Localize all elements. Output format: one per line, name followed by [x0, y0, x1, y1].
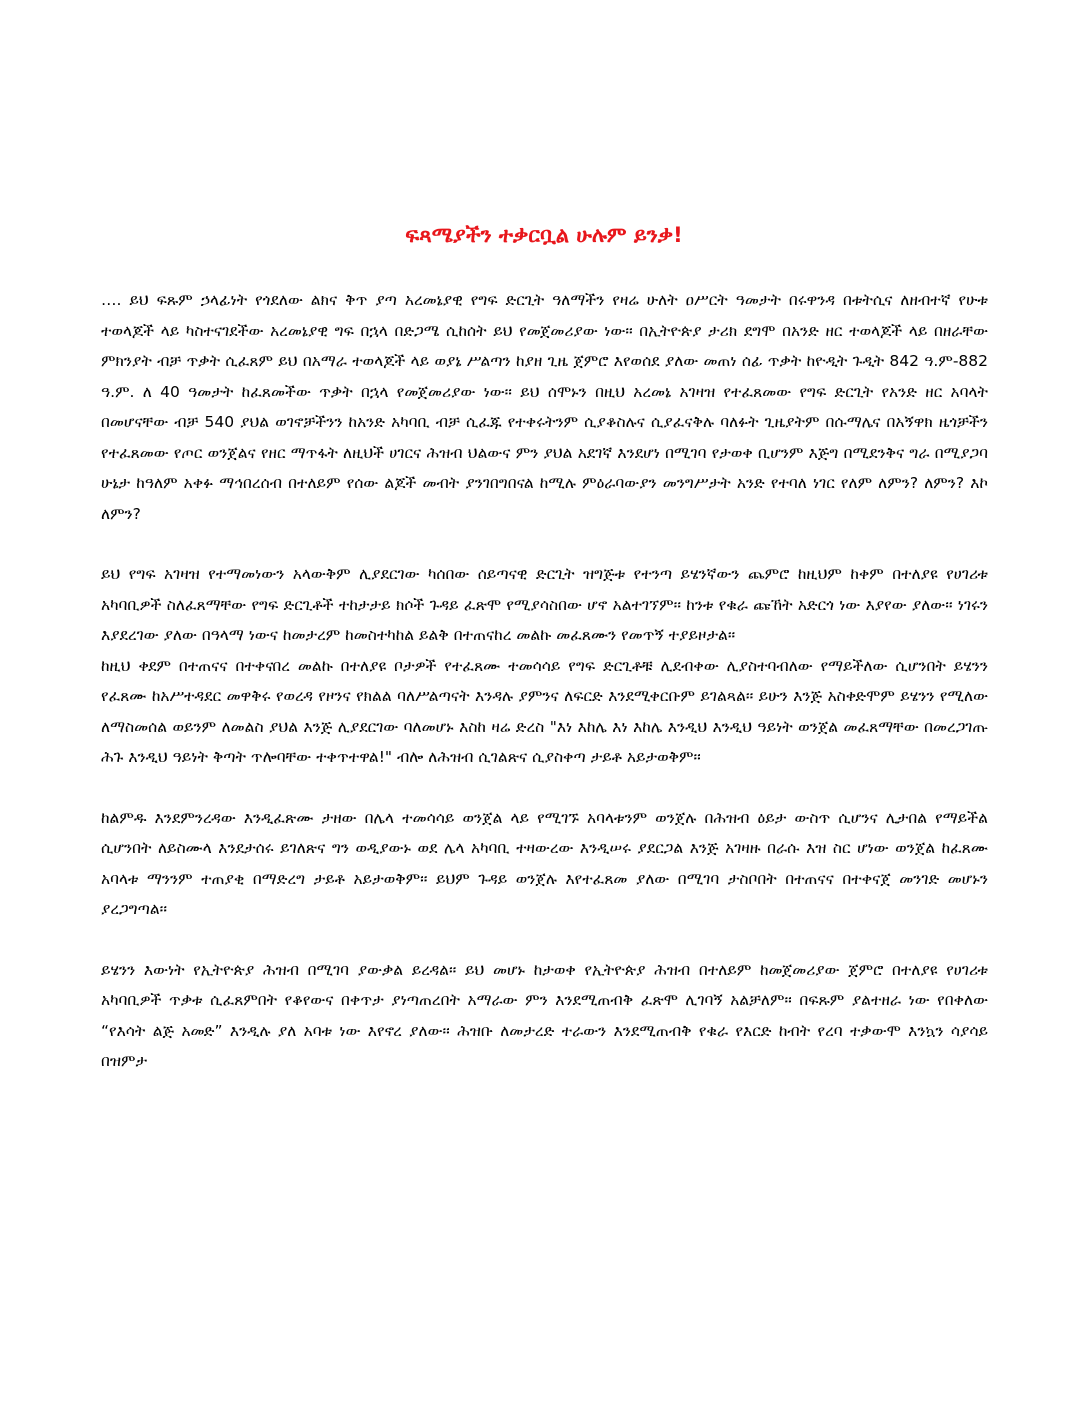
paragraph-1: …. ይህ ፍጹም ኃላፊነት የጎደለው ልክና ቅጥ ያጣ አረመኔያዊ የግፍ ድርጊት ዓለማችን የዛሬ ሁለት ዐሥርት ዓመታት በሩዋንዳ በቱትሲና ለዘብተኛ የሁቱ ተወላጆች ላይ ካስተናገደችው አረመኔያዊ ግፍ በኋላ በድጋሜ ሲከሰት ይህ የመጀመሪያው ነው፡፡ በኢትዮጵያ ታሪክ ደግሞ በአንድ ዘር ተወላጆች ላይ በዘራቸው ምክንያት ብቻ ጥቃት ሲፈጸም ይህ በአማራ ተወላጆች ላይ ወያኔ ሥልጣን ከያዘ ጊዜ ጀምሮ እየወሰደ ያለው መጠነ ሰፊ ጥቃት ከዮዲት ጉዲት 842 ዓ.ም-882 ዓ.ም. ለ 40 ዓመታት ከፈጸመችው ጥቃት በኋላ የመጀመሪያው ነው፡፡ ይህ ሰሞኑን በዚህ አረመኔ አገዛዝ የተፈጸመው የግፍ ድርጊት የአንድ ዘር አባላት በመሆናቸው ብቻ 540 ያህል ወገኖቻችንን ከአንድ አካባቢ ብቻ ሲፈጁ የተቀሩትንም ሲያቆስሉና ሲያፈናቅሉ ባለፉት ጊዜያትም በሱማሌና በአኝዋክ ዜጎቻችን የተፈጸመው የጦር ወንጀልና የዘር ማጥፋት ለዚህች ሀገርና ሕዝብ ህልውና ምን ያህል አደገኛ እንደሆነ በሚገባ የታወቀ ቢሆንም እጅግ በሚደንቅና ግራ በሚያጋባ ሁኔታ ከዓለም አቀፉ ማኅበረሰብ በተለይም የሰው ልጆች መብት ያንገበግበናል ከሚሉ ምዕራባውያን መንግሥታት አንድ የተባለ ነገር የለም ለምን? ለምን? እኮ ለምን? — [101, 291, 988, 523]
paragraph-3: ከዚህ ቀደም በተጠናና በተቀናበረ መልኩ በተለያዩ ቦታዎች የተፈጸሙ ተመሳሳይ የግፍ ድርጊቶቹ ሊደብቀው ሊያስተባብለው የማይችለው ሲሆንበት ይሄንን የፈጸሙ ከአሥተዳደር መዋቅሩ የወረዳ የዞንና የክልል ባለሥልጣናት እንዳሉ ያምንና ለፍርድ እንደሚቀርቡም ይገልጻል፡፡ ይሁን እንጅ አስቀድሞም ይሄንን የሚለው ለማስመሰል ወይንም ለመልስ ያህል እንጅ ሊያደርገው ባለመሆኑ እስከ ዛሬ ድረስ "እነ እከሌ እነ እከሌ እንዲህ እንዲህ ዓይነት ወንጀል መፈጸማቸው በመረጋገጡ ሕጉ እንዲህ ዓይነት ቅጣት ጥሎባቸው ተቀጥተዋል!" ብሎ ለሕዝብ ሲገልጽና ሲያስቀጣ ታይቶ አይታወቅም፡፡ — [101, 656, 988, 766]
document-title: ፍጻሜያችን ተቃርቧል ሁሉም ይንቃ! — [405, 223, 683, 247]
paragraph-5: ይሄንን እውነት የኢትዮጵያ ሕዝብ በሚገባ ያውቃል ይረዳል፡፡ ይህ መሆኑ ከታወቀ የኢትዮጵያ ሕዝብ በተለይም ከመጀመሪያው ጀምሮ በተለያዩ የሀገሪቱ አካባቢዎች ጥቃቱ ሲፈጸምበት የቆየውና በቀጥታ ያነጣጠረበት አማራው ምን እንደሚጠብቅ ፈጽሞ ሊገባኝ አልቻለም፡፡ በፍጹም ያልተዘራ ነው የበቀለው “የእሳት ልጅ አመድ” እንዲሉ ያለ አባቱ ነው እየኖረ ያለው፡፡ ሕዝቡ ለመታረድ ተራውን እንደሚጠብቅ የቁራ የእርድ ከብት የረባ ተቃውሞ እንኳን ሳያሳይ በዝምታ — [101, 960, 988, 1070]
paragraph-4: ከልምዱ እንደምንረዳው እንዲፈጽሙ ታዘው በሌላ ተመሳሳይ ወንጀል ላይ የሚገኙ አባላቱንም ወንጀሉ በሕዝብ ዕይታ ውስጥ ሲሆንና ሊታበል የማይችል ሲሆንበት ለይስሙላ እንደታሰሩ ይገለጽና ግን ወዲያውኑ ወደ ሌላ አካባቢ ተዛውረው እንዲሠሩ ያደርጋል እንጅ አገዛዙ በራሱ እዝ ስር ሆነው ወንጀል ከፈጸሙ አባላቱ ማንንም ተጠያቂ በማድረግ ታይቶ አይታወቅም፡፡ ይህም ጉዳይ ወንጀሉ እየተፈጸመ ያለው በሚገባ ታስቦበት በተጠናና በተቀናጀ መንገድ መሆኑን ያረጋግጣል፡፡ — [101, 808, 988, 918]
document-body — [101, 285, 988, 1077]
paragraph-2: ይህ የግፍ አገዛዝ የተማመነውን አላውቅም ሊያደርገው ካሰበው ሰይጣናዊ ድርጊት ዝግጅቱ የተንጣ ይሄንኛውን ጨምሮ ከዚህም ከቀም በተለያዩ የሀገሪቱ አካባቢዎች ስለፈጸማቸው የግፍ ድርጊቶች ተከታታይ ክሶች ጉዳይ ፈጽሞ የሚያሳስበው ሆኖ አልተገኘም፡፡ ከንቱ የቁራ ጩኸት አድርጎ ነው እያየው ያለው፡፡ ነገሩን እያደረገው ያለው በዓላማ ነውና ከመታረም ከመስተካከል ይልቅ በተጠናከረ መልኩ መፈጸሙን የመጥኝ ተያይዞታል፡፡ — [101, 565, 988, 644]
